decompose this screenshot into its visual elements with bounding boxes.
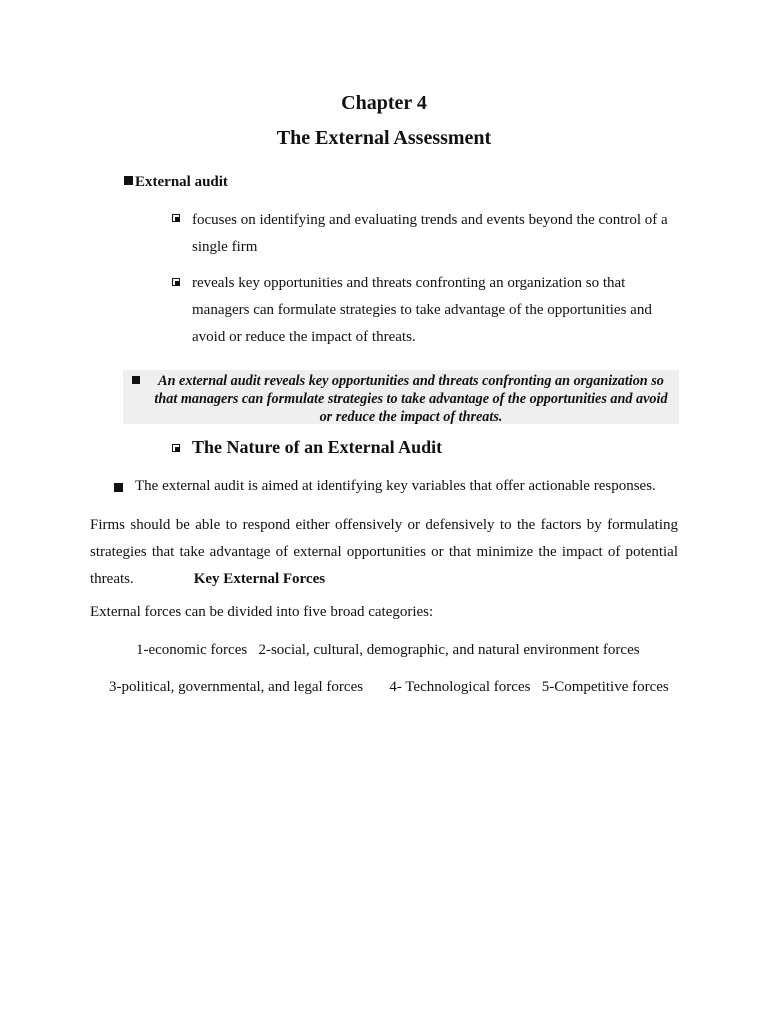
forces-row-2 xyxy=(109,679,669,696)
firms-text: Firms should be able to respond either offensively or defensively to the factors by formulating strategies that take advantage of external opportunities or that minimize the impact of potential threats. xyxy=(90,517,678,587)
firms-paragraph xyxy=(90,512,678,593)
callout-box xyxy=(123,370,679,424)
forces-intro: External forces can be divided into five broad categories: xyxy=(90,604,434,620)
force-political: 3-political, governmental, and legal forces xyxy=(109,679,364,695)
chapter-title: The External Assessment xyxy=(276,127,492,149)
forces-row-1 xyxy=(136,642,640,659)
external-audit-heading xyxy=(124,174,228,191)
key-forces-heading: Key External Forces xyxy=(193,571,326,587)
external-audit-heading-text: External audit xyxy=(135,174,228,190)
callout-text: An external audit reveals key opportunities and threats confronting an organization so that managers can formulate strategies to take advantage of the opportunities and avoid or reduce the impact of threats. xyxy=(154,373,668,425)
square-bullet-icon xyxy=(114,483,123,492)
checkbox-bullet-icon xyxy=(172,278,180,286)
force-technological: 4- Technological forces xyxy=(389,679,531,695)
force-competitive: 5-Competitive forces xyxy=(541,679,669,695)
external-audit-point-1: focuses on identifying and evaluating trends and events beyond the control of a single firm xyxy=(192,212,668,255)
checkbox-bullet-icon xyxy=(172,444,180,452)
external-audit-point-2: reveals key opportunities and threats confronting an organization so that managers can formulate strategies to take advantage of the opportunities and avoid or reduce the impact of threats. xyxy=(192,275,652,345)
nature-heading: The Nature of an External Audit xyxy=(192,437,443,457)
nature-point: The external audit is aimed at identifying key variables that offer actionable responses. xyxy=(135,478,656,494)
force-social: 2-social, cultural, demographic, and natural environment forces xyxy=(258,642,640,658)
force-economic: 1-economic forces xyxy=(136,642,248,658)
square-bullet-icon xyxy=(132,376,140,384)
square-bullet-icon xyxy=(124,176,133,185)
chapter-number: Chapter 4 xyxy=(341,92,427,114)
checkbox-bullet-icon xyxy=(172,214,180,222)
